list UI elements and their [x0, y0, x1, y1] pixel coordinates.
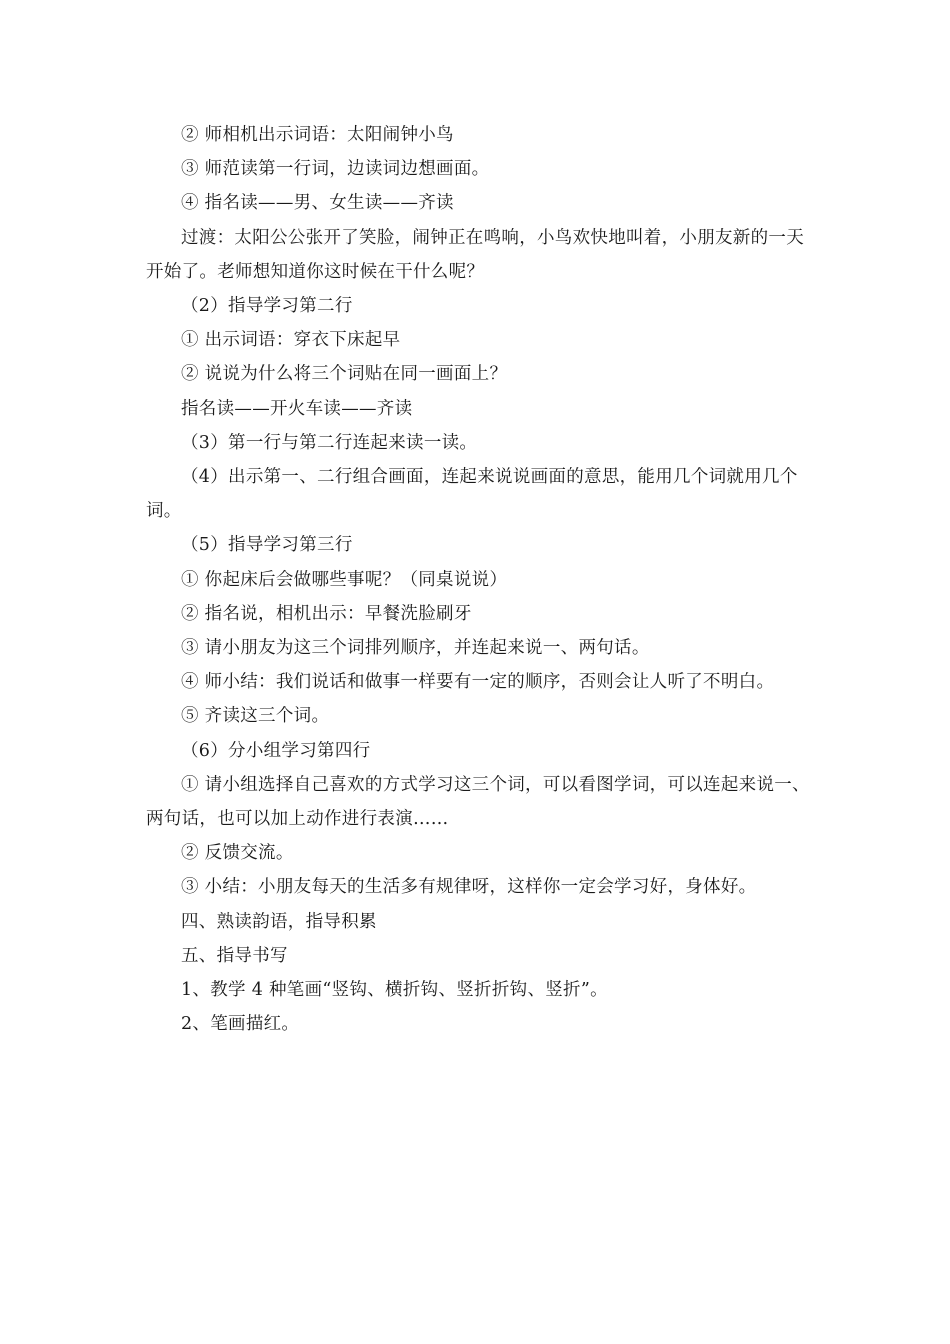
- paragraph: 2、笔画描红。: [181, 1014, 300, 1035]
- paragraph: （3）第一行与第二行连起来读一读。: [181, 432, 478, 453]
- paragraph: 四、熟读韵语，指导积累: [181, 911, 377, 932]
- paragraph: ④ 师小结：我们说话和做事一样要有一定的顺序，否则会让人听了不明白。: [181, 672, 775, 693]
- paragraph: ② 说说为什么将三个词贴在同一画面上？: [181, 364, 508, 385]
- paragraph: ② 反馈交流。: [181, 843, 294, 864]
- paragraph: 指名读——开火车读——齐读: [181, 398, 413, 419]
- paragraph: 过渡：太阳公公张开了笑脸，闹钟正在鸣响，小鸟欢快地叫着，小朋友新的一天开始了。老师想知道你这时候在干什么呢？: [146, 227, 804, 282]
- paragraph: ① 请小组选择自己喜欢的方式学习这三个词，可以看图学词，可以连起来说一、两句话，也可以加上动作进行表演……: [146, 774, 810, 830]
- document-body: [146, 118, 814, 1041]
- paragraph: ④ 指名读——男、女生读——齐读: [181, 193, 454, 214]
- paragraph: 1、教学 4 种笔画“竖钩、横折钩、竖折折钩、竖折”。: [181, 980, 608, 1001]
- paragraph: （5）指导学习第三行: [181, 535, 353, 556]
- paragraph: ⑤ 齐读这三个词。: [181, 706, 330, 727]
- paragraph: ② 指名说，相机出示：早餐洗脸刷牙: [181, 603, 472, 624]
- paragraph: ① 出示词语：穿衣下床起早: [181, 330, 401, 351]
- paragraph: ② 师相机出示词语：太阳闹钟小鸟: [181, 125, 454, 145]
- paragraph: （2）指导学习第二行: [181, 296, 353, 317]
- paragraph: （6）分小组学习第四行: [181, 740, 371, 761]
- paragraph: 五、指导书写: [181, 945, 288, 966]
- paragraph: ③ 师范读第一行词，边读词边想画面。: [181, 159, 490, 180]
- paragraph: ③ 请小朋友为这三个词排列顺序，并连起来说一、两句话。: [181, 638, 650, 659]
- paragraph: ① 你起床后会做哪些事呢？（同桌说说）: [181, 569, 508, 590]
- paragraph: ③ 小结：小朋友每天的生活多有规律呀，这样你一定会学习好，身体好。: [181, 877, 757, 898]
- paragraph: （4）出示第一、二行组合画面，连起来说说画面的意思，能用几个词就用几个词。: [146, 467, 798, 522]
